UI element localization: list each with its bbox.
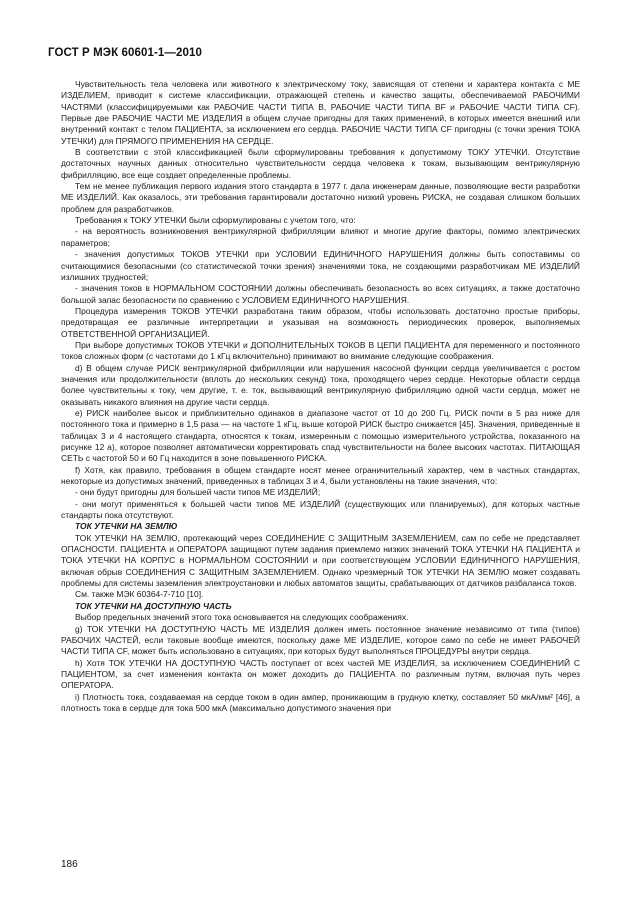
paragraph: Тем не менее публикация первого издания этого стандарта в 1977 г. дала инженерам данные, позволяющие вести разработки МЕ ИЗДЕЛИЙ. Как оказалось, эти требования гарантировали достаточно низкий уровень РИСКА, не создавая слишком больших проблем для разработчиков.	[61, 181, 580, 214]
paragraph: e) РИСК наиболее высок и приблизительно одинаков в диапазоне частот от 10 до 200 Гц. РИСК почти в 5 раз ниже для постоянного тока и примерно в 1,5 раза — на частоте 1 кГц, выше которой РИСК быстро снижается [45]. Значения, приведенные в таблицах 3 и 4 настоящего стандарта, относятся к токам, измеренным с помощью измерительного устройства, показанного на рисунке 12 а), которое позволяет автоматически корректировать спад чувствительности на более высоких частотах. ПИТАЮЩАЯ СЕТЬ с частотой 50 и 60 Гц находится в зоне повышенного РИСКА.	[61, 407, 580, 464]
section-heading: ТОК УТЕЧКИ НА ЗЕМЛЮ	[75, 521, 178, 532]
paragraph: ТОК УТЕЧКИ НА ЗЕМЛЮ, протекающий через СОЕДИНЕНИЕ С ЗАЩИТНЫМ ЗАЗЕМЛЕНИЕМ, сам по себе не представляет ОПАСНОСТИ. ПАЦИЕНТА и ОПЕРАТОРА защищают путем задания приемлемо низких значений ТОКА УТЕЧКИ НА ПАЦИЕНТА и ТОКА УТЕЧКИ НА КОРПУС в НОРМАЛЬНОМ СОСТОЯНИИ и при соответствующем УСЛОВИИ ЕДИНИЧНОГО НАРУШЕНИЯ, включая обрыв СОЕДИНЕНИЯ С ЗАЩИТНЫМ ЗАЗЕМЛЕНИЕМ. Однако чрезмерный ТОК УТЕЧКИ НА ЗЕМЛЮ может создавать проблемы для системы заземления электроустановки и любых автоматов защиты, срабатывающих от датчиков разбаланса токов.	[61, 532, 580, 589]
paragraph: - они могут применяться к большей части типов МЕ ИЗДЕЛИЙ (существующих или планируемых), для которых частные стандарты пока отсутствуют.	[61, 498, 580, 521]
section-heading: ТОК УТЕЧКИ НА ДОСТУПНУЮ ЧАСТЬ	[75, 600, 232, 611]
paragraph: При выборе допустимых ТОКОВ УТЕЧКИ и ДОПОЛНИТЕЛЬНЫХ ТОКОВ В ЦЕПИ ПАЦИЕНТА для переменного и постоянного токов сложных форм (с частотами до 1 кГц включительно) принимают во внимание следующие соображения.	[61, 339, 580, 362]
paragraph: h) Хотя ТОК УТЕЧКИ НА ДОСТУПНУЮ ЧАСТЬ поступает от всех частей МЕ ИЗДЕЛИЯ, за исключением СОЕДИНЕНИЙ С ПАЦИЕНТОМ, за счет изменения контакта он может доходить до ПАЦИЕНТА по различным путям, включая путь через ОПЕРАТОРА.	[61, 657, 580, 691]
paragraph: i) Плотность тока, создаваемая на сердце током в один ампер, проникающим в грудную клетку, составляет 50 мкА/мм² [46], а плотность тока в сердце для тока 500 мкА (максимально допустимого значения при	[61, 691, 580, 713]
paragraph: См. также МЭК 60364-7-710 [10].	[75, 589, 204, 600]
paragraph: f) Хотя, как правило, требования в общем стандарте носят менее ограничительный характер, чем в частных стандартах, некоторые из допустимых значений, приведенных в таблицах 3 и 4, были установлены на такие значения, что:	[61, 464, 580, 487]
paragraph: d) В общем случае РИСК вентрикулярной фибрилляции или нарушения насосной функции сердца увеличивается с ростом значения или продолжительности (вплоть до нескольких секунд) тока, проходящего через сердце. Некоторые области сердца более чувствительны к току, чем другие, т. е. ток, вызывающий вентрикулярную фибрилляцию одной части сердца, может не оказывать никакого влияния на другие части сердца.	[61, 362, 580, 407]
paragraph: - значения токов в НОРМАЛЬНОМ СОСТОЯНИИ должны обеспечивать безопасность во всех ситуациях, а также достаточно большой запас безопасности по сравнению с УСЛОВИЕМ ЕДИНИЧНОГО НАРУШЕНИЯ.	[61, 283, 580, 305]
paragraph: - они будут пригодны для большей части типов МЕ ИЗДЕЛИЙ;	[75, 487, 321, 498]
paragraph: Чувствительность тела человека или животного к электрическому току, зависящая от степени и характера контакта с МЕ ИЗДЕЛИЕМ, приводит к системе классификации, отражающей степень и качество защиты, обеспечиваемой РАБОЧИМИ ЧАСТЯМИ (классифицируемыми как РАБОЧИЕ ЧАСТИ ТИПА В, РАБОЧИЕ ЧАСТИ ТИПА ВF и РАБОЧИЕ ЧАСТИ ТИПА СF). Первые две РАБОЧИЕ ЧАСТИ МЕ ИЗДЕЛИЯ в общем случае пригодны для таких применений, в которых имеется внешний или внутренний контакт с телом ПАЦИЕНТА, за исключением его сердца. РАБОЧИЕ ЧАСТИ ТИПА СF пригодны (с точки зрения ТОКА УТЕЧКИ) для ПРЯМОГО ПРИМЕНЕНИЯ НА СЕРДЦЕ.	[61, 79, 580, 146]
paragraph: g) ТОК УТЕЧКИ НА ДОСТУПНУЮ ЧАСТЬ МЕ ИЗДЕЛИЯ должен иметь постоянное значение независимо от типа (типов) РАБОЧИХ ЧАСТЕЙ, если таковые вообще имеются, поскольку даже МЕ ИЗДЕЛИЕ, которое само по себе не имеет РАБОЧЕЙ ЧАСТИ ТИПА СF, может быть использовано в ситуациях, при которых будут выполняться ПРОЦЕДУРЫ внутри сердца.	[61, 623, 580, 657]
paragraph: В соответствии с этой классификацией были сформулированы требования к допустимому ТОКУ УТЕЧКИ. Отсутствие достаточных научных данных относительно чувствительности сердца человека к токам, вызывающим вентрикулярную фибрилляцию, все еще создает определенные проблемы.	[61, 147, 580, 180]
paragraph: - на вероятность возникновения вентрикулярной фибрилляции влияют и многие другие факторы, помимо электрических параметров;	[61, 226, 580, 248]
page-number: 186	[61, 859, 78, 870]
page-header: ГОСТ Р МЭК 60601-1—2010	[48, 47, 202, 59]
paragraph: - значения допустимых ТОКОВ УТЕЧКИ при УСЛОВИИ ЕДИНИЧНОГО НАРУШЕНИЯ должны быть сопоставимы со считающимися безопасными (со статистической точки зрения) значениями тока, не создающими разработчикам МЕ ИЗДЕЛИЙ излишних трудностей;	[61, 249, 580, 282]
paragraph: Процедура измерения ТОКОВ УТЕЧКИ разработана таким образом, чтобы использовать достаточно простые приборы, предотвращая ее различные интерпретации и указывая на возможность периодических проверок, выполняемых ОТВЕТСТВЕННОЙ ОРГАНИЗАЦИЕЙ.	[61, 305, 580, 339]
paragraph: Выбор предельных значений этого тока основывается на следующих соображениях.	[75, 612, 409, 623]
document-body	[61, 79, 580, 714]
paragraph: Требования к ТОКУ УТЕЧКИ были сформулированы с учетом того, что:	[75, 215, 356, 226]
